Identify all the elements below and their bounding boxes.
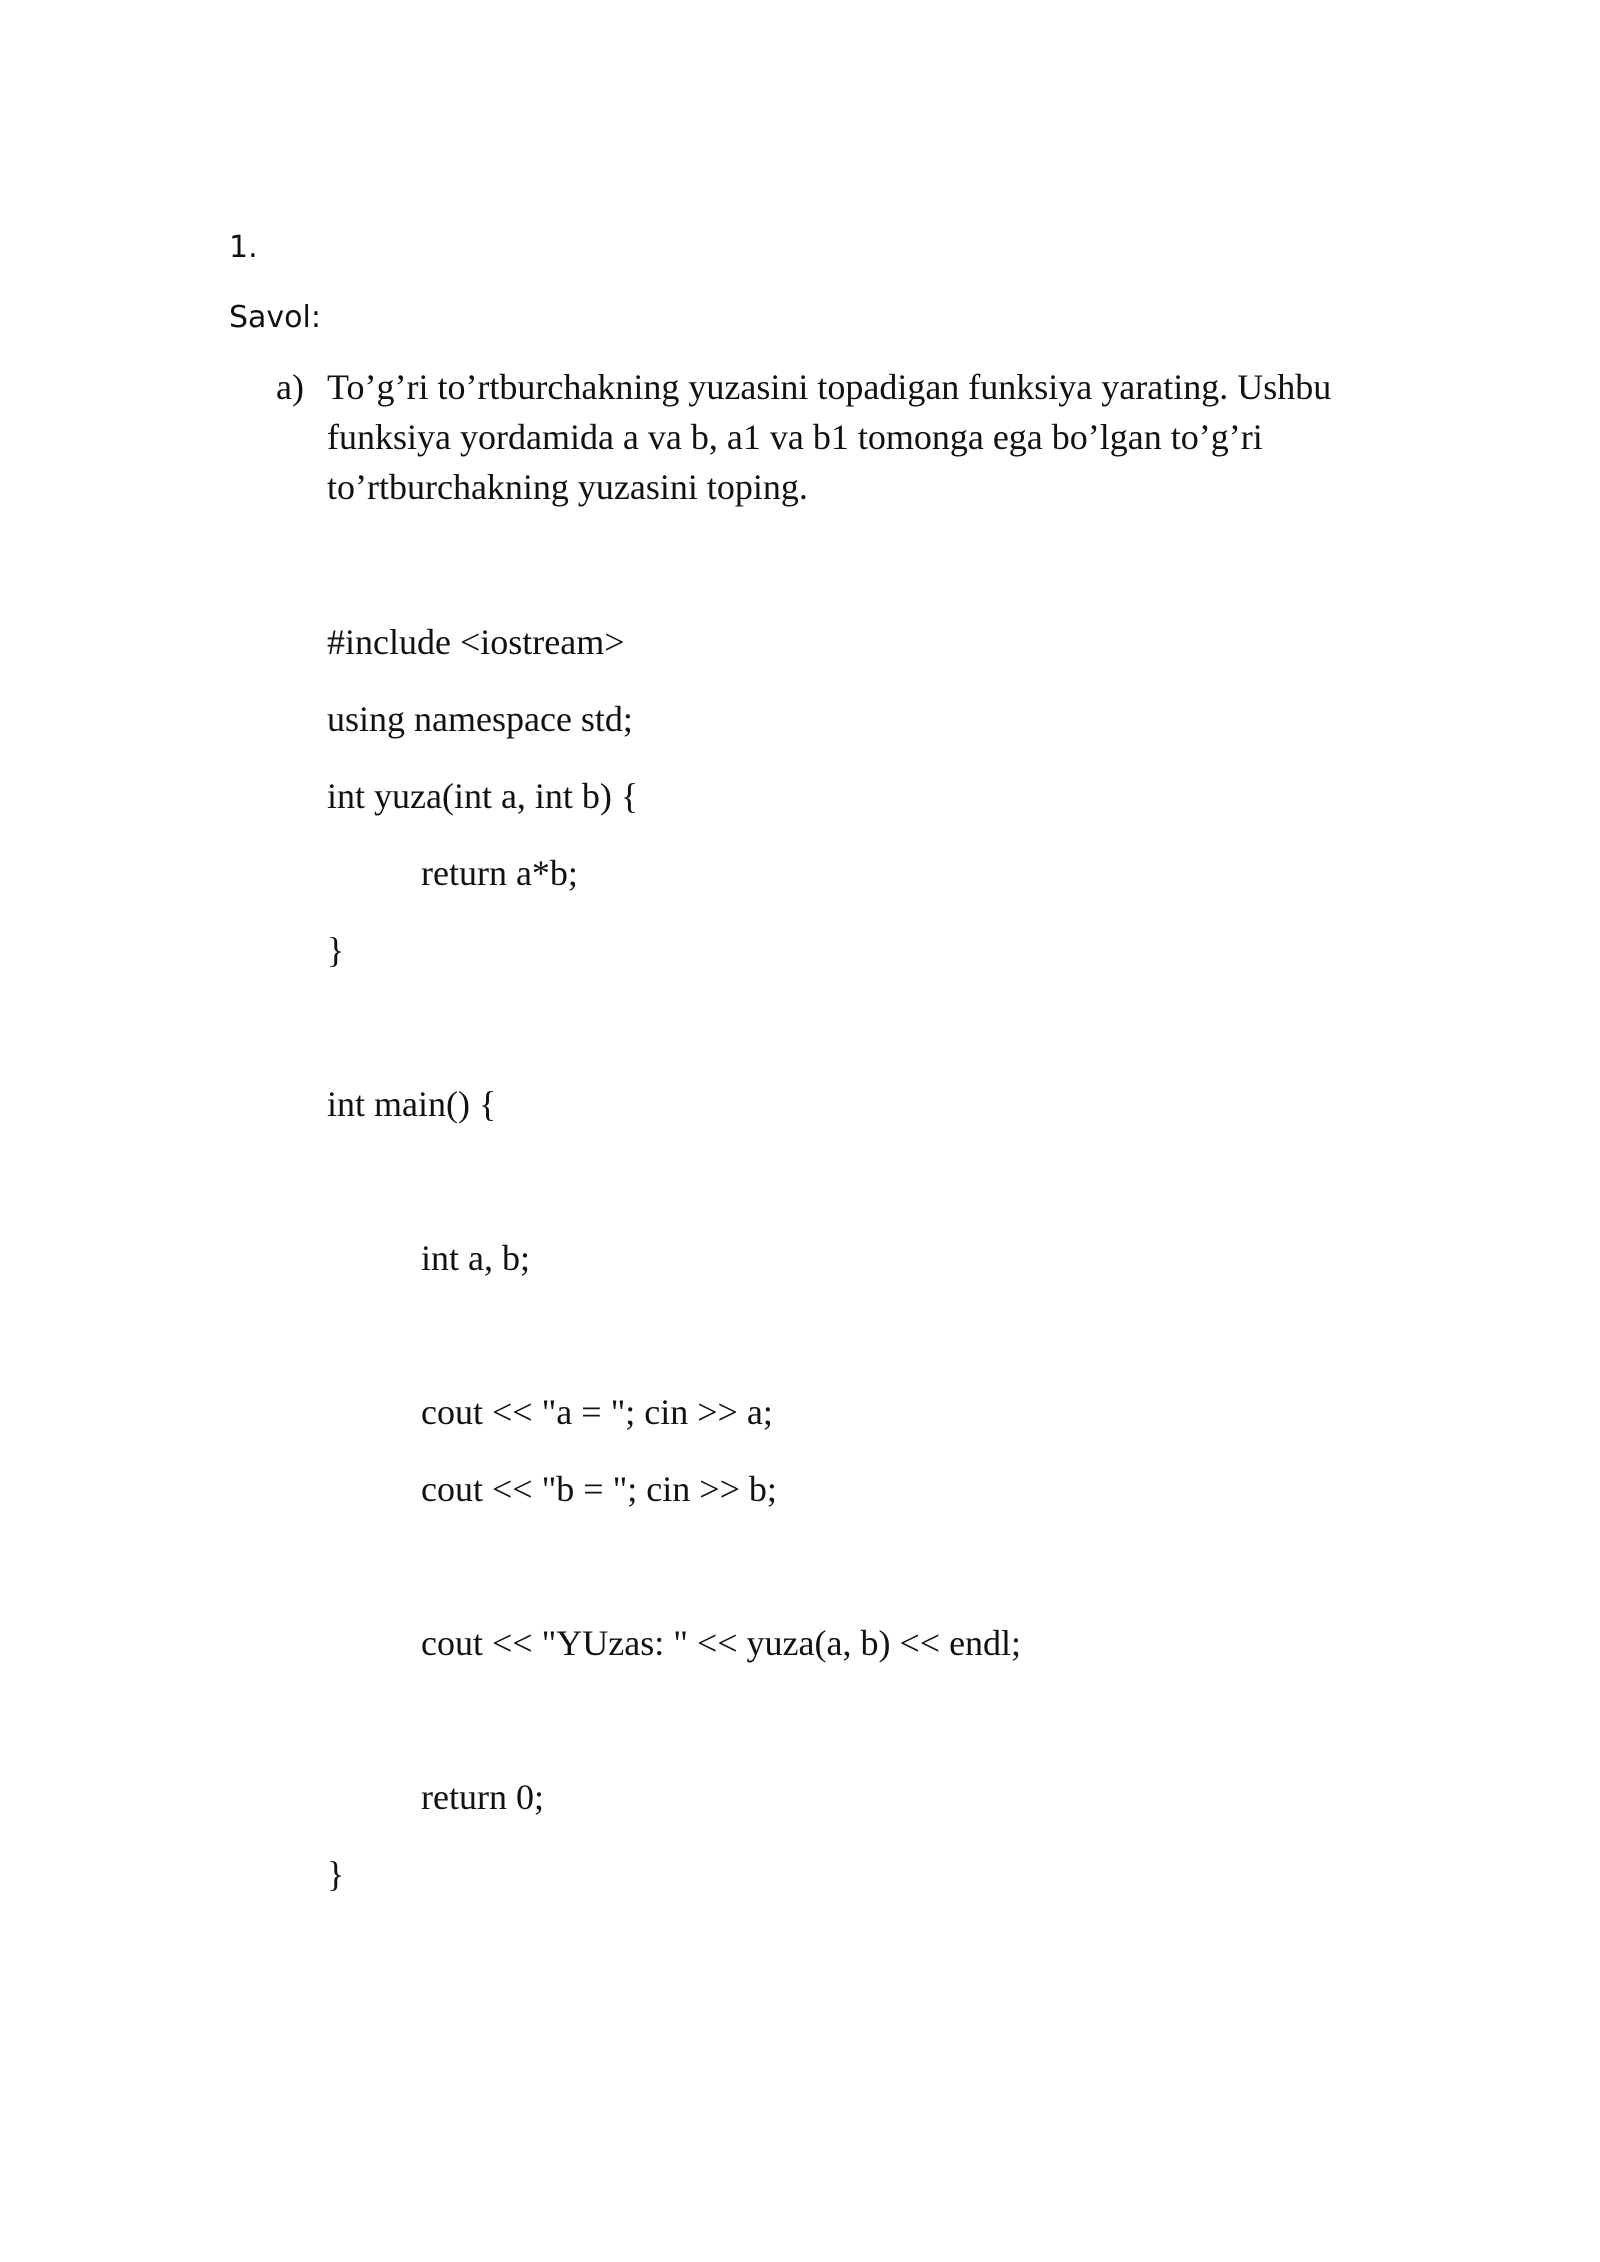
code-line-namespace: using namespace std;: [327, 699, 633, 739]
section-label: Savol:: [229, 300, 321, 335]
code-line-function-signature: int yuza(int a, int b) {: [327, 776, 639, 816]
code-line-input-b: cout << "b = "; cin >> b;: [421, 1469, 777, 1509]
code-line-include: #include <iostream>: [327, 622, 625, 662]
code-line-main-close: }: [327, 1854, 345, 1894]
code-line-main-signature: int main() {: [327, 1084, 497, 1124]
question-marker: a): [276, 367, 304, 407]
code-line-function-close: }: [327, 930, 345, 970]
code-line-return-zero: return 0;: [421, 1777, 544, 1817]
question-number: 1.: [229, 230, 258, 265]
code-line-return-product: return a*b;: [421, 853, 578, 893]
code-line-output-area: cout << "YUzas: " << yuza(a, b) << endl;: [421, 1623, 1022, 1663]
code-line-input-a: cout << "a = "; cin >> a;: [421, 1392, 773, 1432]
code-line-declare-vars: int a, b;: [421, 1238, 530, 1278]
question-text: To’g’ri to’rtburchakning yuzasini topadigan funksiya yarating. Ushbu funksiya yordamida a va b, a1 va b1 tomonga ega bo’lgan to’g’ri to’rtburchakning yuzasini toping.: [327, 367, 1332, 507]
